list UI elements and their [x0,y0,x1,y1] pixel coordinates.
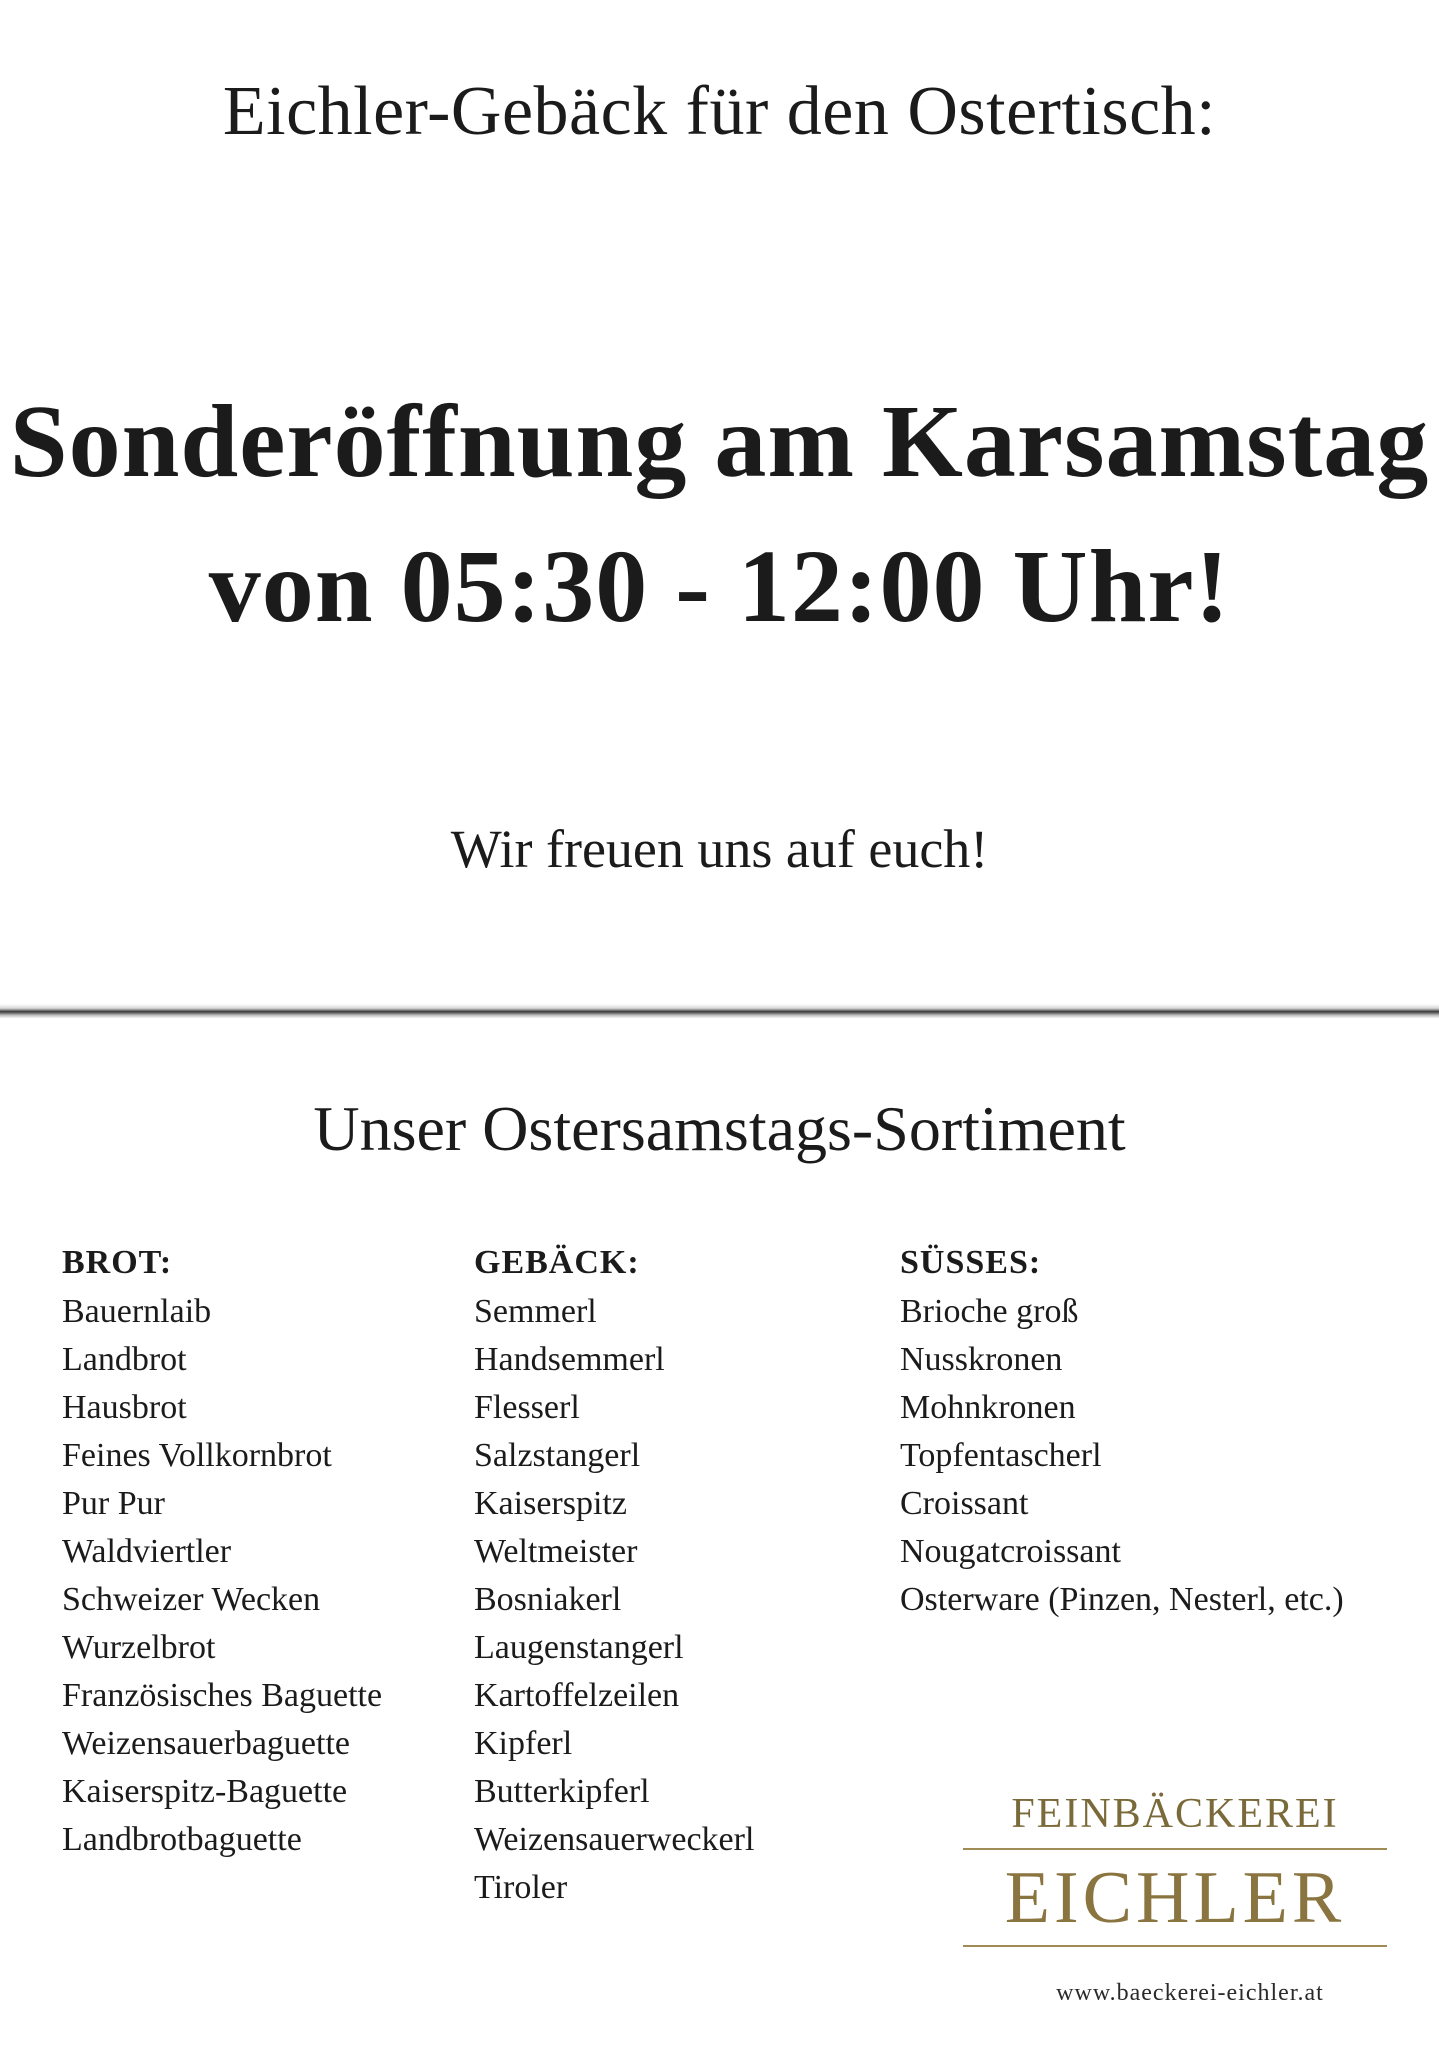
logo-top-text: FEINBÄCKEREI [1011,1791,1339,1837]
headline-line-1: Sonderöffnung am Karsamstag [9,384,1430,499]
list-item: Flesserl [474,1389,580,1426]
list-item: Kartoffelzeilen [474,1677,680,1714]
list-item: Nougatcroissant [900,1533,1121,1570]
logo-rule [963,1848,1387,1850]
top-card-title: Eichler-Gebäck für den Ostertisch: [222,73,1217,150]
list-item: Weizensauerbaguette [62,1725,350,1762]
logo-rule [963,1945,1387,1947]
headline-line-2: von 05:30 - 12:00 Uhr! [208,529,1231,644]
list-item: Laugenstangerl [474,1629,684,1666]
list-item: Feines Vollkornbrot [62,1437,332,1474]
list-item: Kaiserspitz-Baguette [62,1773,348,1810]
list-item: Französisches Baguette [62,1677,383,1714]
list-item: Tiroler [474,1869,568,1906]
list-item: Bosniakerl [474,1581,622,1618]
column-gebaeck [474,1238,754,1912]
logo-main-text: EICHLER [1004,1857,1346,1939]
card-divider [0,1004,1439,1018]
list-item: Hausbrot [62,1389,187,1426]
list-item: Nusskronen [900,1341,1063,1378]
assortment-title: Unser Ostersamstags-Sortiment [313,1093,1126,1164]
list-item: Landbrotbaguette [62,1821,302,1858]
list-item: Bauernlaib [62,1293,212,1330]
list-item: Kaiserspitz [474,1485,627,1522]
list-item: Schweizer Wecken [62,1581,321,1618]
list-item: Brioche groß [900,1293,1079,1330]
website-url: www.baeckerei-eichler.at [1056,1980,1324,2006]
column-brot [62,1238,382,1864]
bakery-logo [955,1790,1395,1947]
list-item: Wurzelbrot [62,1629,216,1666]
list-item: Salzstangerl [474,1437,641,1474]
list-item: Kipferl [474,1725,573,1762]
list-item: Butterkipferl [474,1773,650,1810]
item-list [900,1288,1344,1624]
list-item: Handsemmerl [474,1341,665,1378]
list-item: Weltmeister [474,1533,638,1570]
list-item: Croissant [900,1485,1029,1522]
column-heading: SÜSSES: [900,1244,1042,1281]
list-item: Waldviertler [62,1533,232,1570]
column-heading: BROT: [62,1244,173,1281]
greeting-text: Wir freuen uns auf euch! [450,819,989,879]
column-suesses [900,1238,1344,1624]
list-item: Pur Pur [62,1485,165,1522]
item-list [62,1288,382,1864]
column-heading: GEBÄCK: [474,1244,640,1281]
list-item: Mohnkronen [900,1389,1076,1426]
list-item: Osterware (Pinzen, Nesterl, etc.) [900,1581,1344,1618]
list-item: Weizensauerweckerl [474,1821,755,1858]
list-item: Topfentascherl [900,1437,1102,1474]
list-item: Semmerl [474,1293,597,1330]
item-list [474,1288,754,1912]
list-item: Landbrot [62,1341,187,1378]
